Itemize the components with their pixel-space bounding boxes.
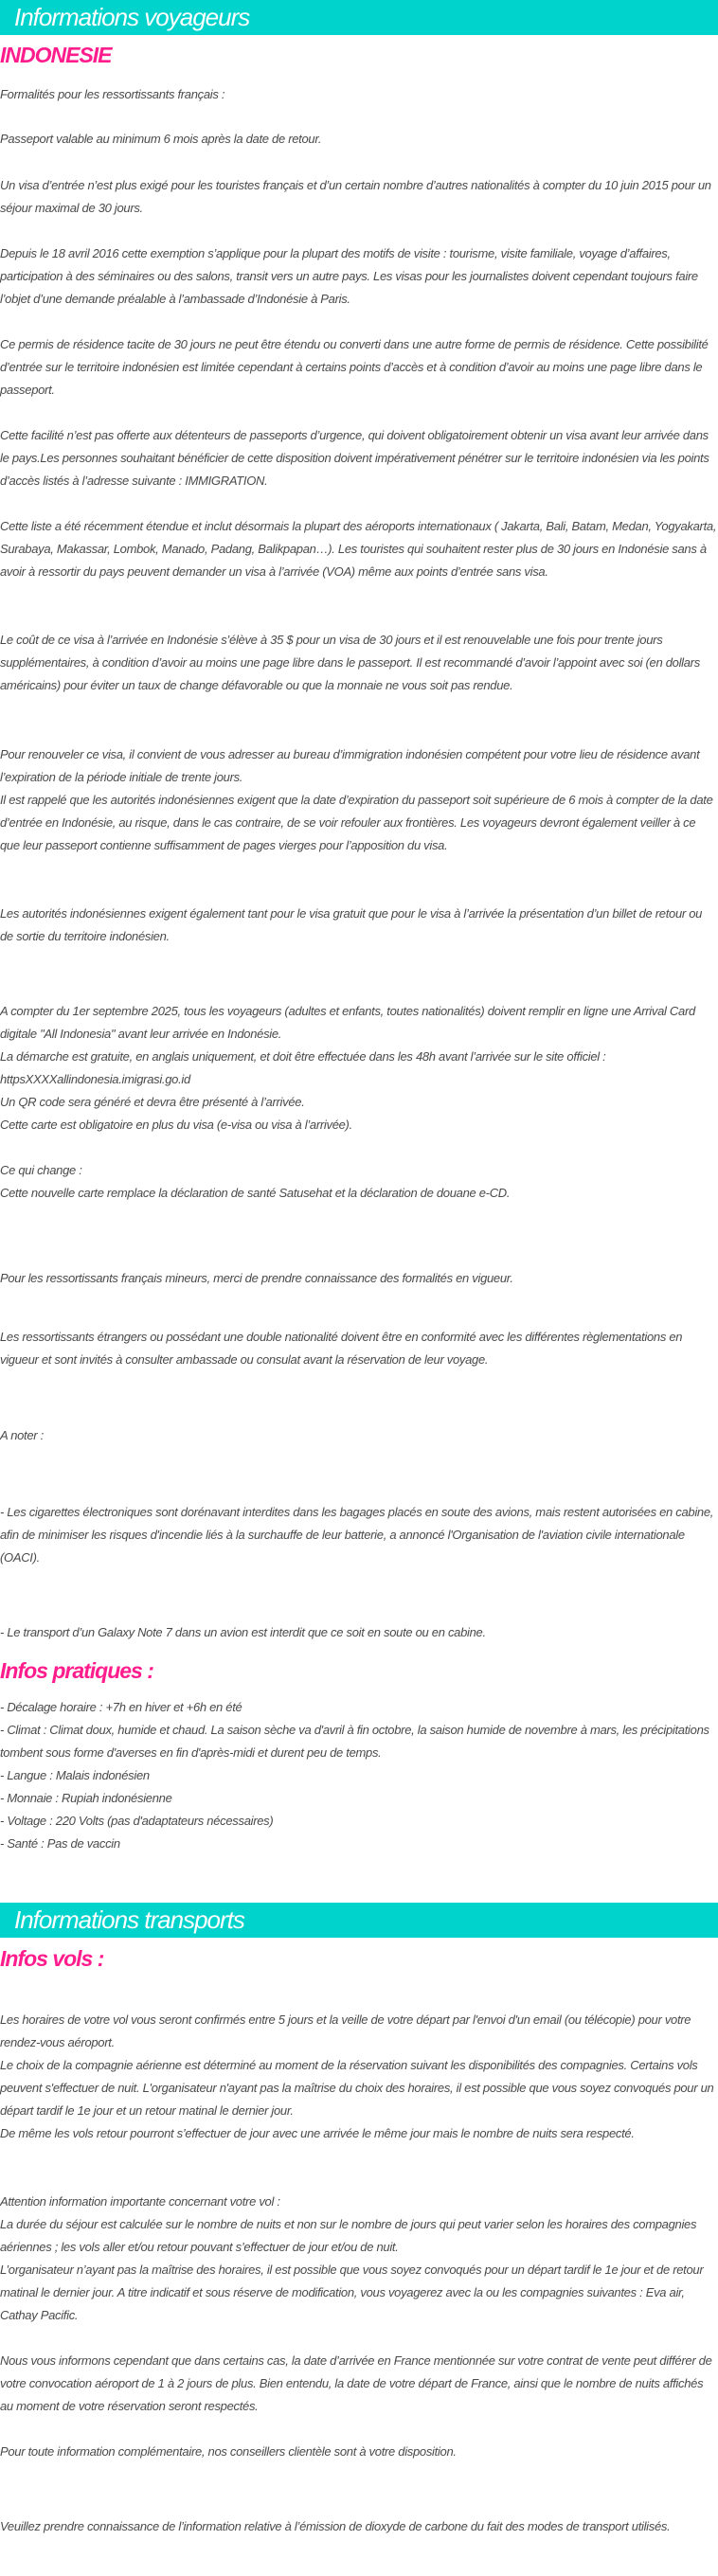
- paragraph-line: Cette facilité n’est pas offerte aux détenteurs de passeports d’urgence, qui doivent obligatoirement obtenir un visa avant leur arrivée dans le pays.Les personnes souhaitant bénéficier de cette disposition doivent impérativement pénétrer sur le territoire indonésien via les points d’accès listés à l’adresse suivante : IMMIGRATION.: [0, 428, 709, 488]
- paragraph-line: Nous vous informons cependant que dans certains cas, la date d’arrivée en France mentionnée sur votre contrat de vente peut différer de votre convocation aéroport de 1 à 2 jours de plus. Bien entendu, la date de votre départ de France, ainsi que le nombre de nuits affichés au moment de votre réservation seront respectés.: [0, 2353, 712, 2413]
- paragraph-line: httpsXXXXallindonesia.imigrasi.go.id: [0, 1072, 190, 1086]
- paragraph-line: Attention information importante concernant votre vol :: [0, 2194, 280, 2209]
- paragraph: [0, 1267, 718, 1290]
- paragraph-line: Ce permis de résidence tacite de 30 jours ne peut être étendu ou converti dans une autre forme de permis de résidence. Cette possibilité d’entrée sur le territoire indonésien est limitée cependant à certains points d’accès et à condition d’avoir au moins une page libre dans le passeport.: [0, 337, 709, 397]
- paragraph: [0, 1326, 718, 1371]
- paragraph: [0, 2009, 718, 2145]
- infos-pratiques-list: [0, 1696, 718, 1855]
- paragraph: [0, 2441, 718, 2463]
- infos-pratiques-title: Infos pratiques :: [0, 1658, 153, 1683]
- paragraph-line: Pour renouveler ce visa, il convient de vous adresser au bureau d’immigration indonésien compétent pour votre lieu de résidence avant l’expiration de la période initiale de trente jours.: [0, 747, 700, 784]
- paragraph: [0, 333, 718, 402]
- list-item: - Décalage horaire : +7h en hiver et +6h en été: [0, 1700, 242, 1714]
- section-header-voyageurs: [0, 0, 718, 35]
- section-title: Informations voyageurs: [14, 3, 250, 31]
- paragraph: [0, 2350, 718, 2418]
- paragraph: [0, 83, 718, 106]
- paragraph: [0, 128, 718, 151]
- paragraph: [0, 515, 718, 583]
- paragraph: [0, 1159, 718, 1205]
- infos-vols-title: Infos vols :: [0, 1946, 104, 1971]
- paragraph-line: Cette carte est obligatoire en plus du visa (e-visa ou visa à l’arrivée).: [0, 1118, 352, 1132]
- paragraph-line: Il est rappelé que les autorités indonésiennes exigent que la date d’expiration du passeport soit supérieure de 6 mois à compter de la date d’entrée en Indonésie, au risque, dans le cas contraire, de se voir refouler aux frontières. Les voyageurs devront également veiller à ce que leur passeport contienne suffisamment de pages vierges pour l’apposition du visa.: [0, 793, 713, 852]
- paragraph-line: Les autorités indonésiennes exigent également tant pour le visa gratuit que pour le visa à l’arrivée la présentation d’un billet de retour ou de sortie du territoire indonésien.: [0, 906, 703, 943]
- list-item: - Santé : Pas de vaccin: [0, 1836, 120, 1851]
- paragraph: [0, 1621, 718, 1644]
- paragraph-line: Les ressortissants étrangers ou possédant une double nationalité doivent être en conformité avec les différentes règlementations en vigueur et sont invités à consulter ambassade ou consulat avant la réservation de leur voyage.: [0, 1330, 683, 1367]
- paragraph: [0, 242, 718, 311]
- paragraph-line: Pour toute information complémentaire, nos conseillers clientèle sont à votre disposition.: [0, 2444, 457, 2459]
- paragraph-line: Formalités pour les ressortissants français :: [0, 87, 225, 101]
- paragraph: [0, 629, 718, 697]
- paragraph-line: De même les vols retour pourront s’effectuer de jour avec une arrivée le même jour mais le nombre de nuits sera respecté.: [0, 2126, 635, 2140]
- country-title-block: [0, 41, 718, 69]
- list-item: - Climat : Climat doux, humide et chaud. La saison sèche va d'avril à fin octobre, la saison humide de novembre à mars, les précipitations tombent sous forme d'averses en fin d'après-midi et durent peu de temps.: [0, 1723, 709, 1760]
- paragraph-line: A noter :: [0, 1428, 44, 1442]
- paragraph: [0, 1424, 718, 1447]
- section-title: Informations transports: [14, 1905, 244, 1934]
- paragraph: [0, 2191, 718, 2327]
- paragraph-line: A compter du 1er septembre 2025, tous les voyageurs (adultes et enfants, toutes nationalités) doivent remplir en ligne une Arrival Card digitale "All Indonesia" avant leur arrivée en Indonésie.: [0, 1004, 695, 1041]
- infos-pratiques-block: [0, 1656, 718, 1855]
- paragraph: [0, 424, 718, 492]
- paragraph-line: La durée du séjour est calculée sur le nombre de nuits et non sur le nombre de jours qui peut varier selon les horaires des compagnies aériennes ; les vols aller et/ou retour pouvant s’effectuer de jour et/ou de nuit.: [0, 2217, 697, 2254]
- paragraph-line: Le coût de ce visa à l’arrivée en Indonésie s’élève à 35 $ pour un visa de 30 jours et il est renouvelable une fois pour trente jours supplémentaires, à condition d’avoir au moins une page libre dans le passeport. Il est recommandé d’avoir l’appoint avec soi (en dollars américains) pour éviter un taux de change défavorable ou que la monnaie ne vous soit pas rendue.: [0, 633, 700, 692]
- list-item: - Monnaie : Rupiah indonésienne: [0, 1791, 172, 1805]
- paragraph-line: Passeport valable au minimum 6 mois après la date de retour.: [0, 132, 322, 146]
- paragraph-line: Cette liste a été récemment étendue et inclut désormais la plupart des aéroports internationaux ( Jakarta, Bali, Batam, Medan, Yogyakarta, Surabaya, Makassar, Lombok, Manado, Padang, Balikpapan…). Les touristes qui souhaitent rester plus de 30 jours en Indonésie sans à avoir à ressortir du pays peuvent demander un visa à l’arrivée (VOA) même aux points d’entrée sans visa.: [0, 519, 717, 579]
- paragraph-line: Un QR code sera généré et devra être présenté à l’arrivée.: [0, 1095, 305, 1109]
- section-header-transports: [0, 1903, 718, 1938]
- paragraph: [0, 1501, 718, 1569]
- paragraph-line: Ce qui change :: [0, 1163, 82, 1177]
- paragraph-line: Cette nouvelle carte remplace la déclaration de santé Satusehat et la déclaration de douane e-CD.: [0, 1186, 511, 1200]
- paragraph-line: Les horaires de votre vol vous seront confirmés entre 5 jours et la veille de votre départ par l'envoi d'un email (ou télécopie) pour votre rendez-vous aéroport.: [0, 2012, 691, 2049]
- paragraph-line: Le choix de la compagnie aérienne est déterminé au moment de la réservation suivant les disponibilités des compagnies. Certains vols peuvent s'effectuer de nuit. L'organisateur n'ayant pas la maîtrise du choix des horaires, il est possible que vous soyez convoqués pour un départ tardif le 1e jour et un retour matinal le dernier jour.: [0, 2058, 714, 2118]
- paragraph: [0, 174, 718, 220]
- paragraph-line: La démarche est gratuite, en anglais uniquement, et doit être effectuée dans les 48h avant l’arrivée sur le site officiel :: [0, 1049, 606, 1064]
- list-item: - Langue : Malais indonésien: [0, 1768, 150, 1782]
- paragraph-line: L’organisateur n’ayant pas la maîtrise des horaires, il est possible que vous soyez convoqués pour un départ tardif le 1e jour et de retour matinal le dernier jour. A titre indicatif et sous réserve de modification, vous voyagerez avec la ou les compagnies suivantes : Eva air, Cathay Pacific.: [0, 2263, 704, 2322]
- paragraph-line: - Les cigarettes électroniques sont dorénavant interdites dans les bagages placés en soute des avions, mais restent autorisées en cabine, afin de minimiser les risques d'incendie liés à la surchauffe de leur batterie, a annoncé l'Organisation de l'aviation civile internationale (OACI).: [0, 1505, 714, 1565]
- paragraph: [0, 1000, 718, 1136]
- country-title: INDONESIE: [0, 43, 112, 67]
- paragraph-line: - Le transport d’un Galaxy Note 7 dans un avion est interdit que ce soit en soute ou en cabine.: [0, 1625, 486, 1639]
- paragraph-line: Un visa d’entrée n’est plus exigé pour les touristes français et d’un certain nombre d’autres nationalités à compter du 10 juin 2015 pour un séjour maximal de 30 jours.: [0, 178, 711, 215]
- paragraph: [0, 903, 718, 948]
- paragraph-line: Depuis le 18 avril 2016 cette exemption s’applique pour la plupart des motifs de visite : tourisme, visite familiale, voyage d’affaires, participation à des séminaires ou des salons, transit vers un autre pays. Les visas pour les journalistes doivent cependant toujours faire l’objet d’une demande préalable à l’ambassade d’Indonésie à Paris.: [0, 246, 698, 306]
- paragraph-line: Pour les ressortissants français mineurs, merci de prendre connaissance des formalités en vigueur.: [0, 1271, 513, 1285]
- infos-vols-block: [0, 1944, 718, 1973]
- paragraph: [0, 2515, 718, 2538]
- paragraph: [0, 743, 718, 857]
- paragraph-line: Veuillez prendre connaissance de l’information relative à l’émission de dioxyde de carbone du fait des modes de transport utilisés.: [0, 2519, 671, 2533]
- list-item: - Voltage : 220 Volts (pas d'adaptateurs nécessaires): [0, 1814, 274, 1828]
